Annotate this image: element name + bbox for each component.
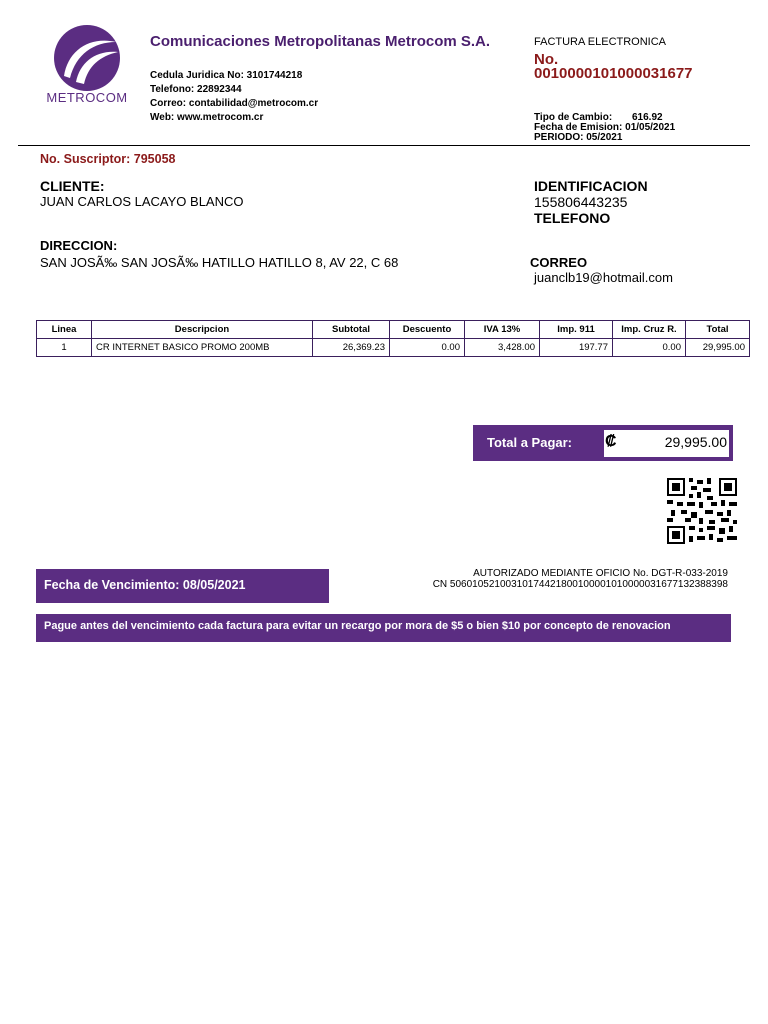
factura-no-label: No.: [534, 51, 559, 68]
col-descripcion: Descripcion: [92, 321, 313, 339]
identificacion-value: 155806443235: [534, 194, 628, 210]
correo-label: CORREO: [530, 255, 588, 270]
currency-symbol: ₡: [605, 433, 617, 450]
cliente-label: CLIENTE:: [40, 178, 105, 194]
cell-linea: 1: [37, 339, 92, 357]
tipo-cambio-label: Tipo de Cambio:: [534, 112, 613, 123]
periodo: PERIODO: 05/2021: [534, 132, 623, 143]
telefono-label: TELEFONO: [534, 210, 611, 226]
company-email: Correo: contabilidad@metrocom.cr: [150, 98, 319, 109]
company-web: Web: www.metrocom.cr: [150, 112, 264, 123]
total-label: Total a Pagar:: [487, 435, 573, 450]
cedula-juridica: Cedula Juridica No: 3101744218: [150, 70, 303, 81]
table-header-row: [37, 321, 750, 339]
identificacion-label: IDENTIFICACION: [534, 178, 648, 194]
qr-code-icon: [667, 478, 737, 544]
cliente-name: JUAN CARLOS LACAYO BLANCO: [40, 194, 244, 209]
cell-descripcion: CR INTERNET BASICO PROMO 200MB: [92, 339, 313, 357]
factura-type: FACTURA ELECTRONICA: [534, 36, 667, 48]
table-row: [37, 339, 750, 357]
company-name: Comunicaciones Metropolitanas Metrocom S.A.: [150, 33, 491, 50]
factura-number: 0010000101000031677: [534, 65, 693, 82]
logo-text: METROCOM: [46, 90, 128, 105]
correo-value: juanclb19@hotmail.com: [534, 270, 673, 285]
header-divider: [18, 145, 750, 146]
cell-total: 29,995.00: [686, 339, 750, 357]
company-phone: Telefono: 22892344: [150, 84, 242, 95]
total-value: 29,995.00: [664, 434, 727, 450]
direccion-value: SAN JOSÃ‰ SAN JOSÃ‰ HATILLO HATILLO 8, AV 22, C 68: [40, 255, 399, 270]
cell-descuento: 0.00: [390, 339, 465, 357]
tipo-cambio-value: 616.92: [632, 112, 663, 123]
col-iva: IVA 13%: [465, 321, 540, 339]
cell-iva: 3,428.00: [465, 339, 540, 357]
col-subtotal: Subtotal: [313, 321, 390, 339]
direccion-label: DIRECCION:: [40, 238, 118, 253]
fecha-emision: Fecha de Emision: 01/05/2021: [534, 122, 676, 133]
col-descuento: Descuento: [390, 321, 465, 339]
clave-numerica: CN 50601052100310174421800100001010000031677132388398: [432, 579, 728, 590]
col-total: Total: [686, 321, 750, 339]
col-linea: Linea: [37, 321, 92, 339]
subscriber-number: No. Suscriptor: 795058: [40, 152, 176, 166]
authorization-block: [380, 568, 728, 590]
authorization-line: AUTORIZADO MEDIANTE OFICIO No. DGT-R-033-2019: [473, 568, 728, 579]
col-imp911: Imp. 911: [540, 321, 613, 339]
fecha-vencimiento: Fecha de Vencimiento: 08/05/2021: [44, 578, 246, 592]
invoice-items-table: [36, 320, 750, 357]
payment-notice: Pague antes del vencimiento cada factura para evitar un recargo por mora de $5 o bien $10 por concepto de renovacion: [44, 620, 671, 632]
cell-subtotal: 26,369.23: [313, 339, 390, 357]
col-cruz-roja: Imp. Cruz R.: [613, 321, 686, 339]
cell-imp911: 197.77: [540, 339, 613, 357]
cell-cruz-roja: 0.00: [613, 339, 686, 357]
